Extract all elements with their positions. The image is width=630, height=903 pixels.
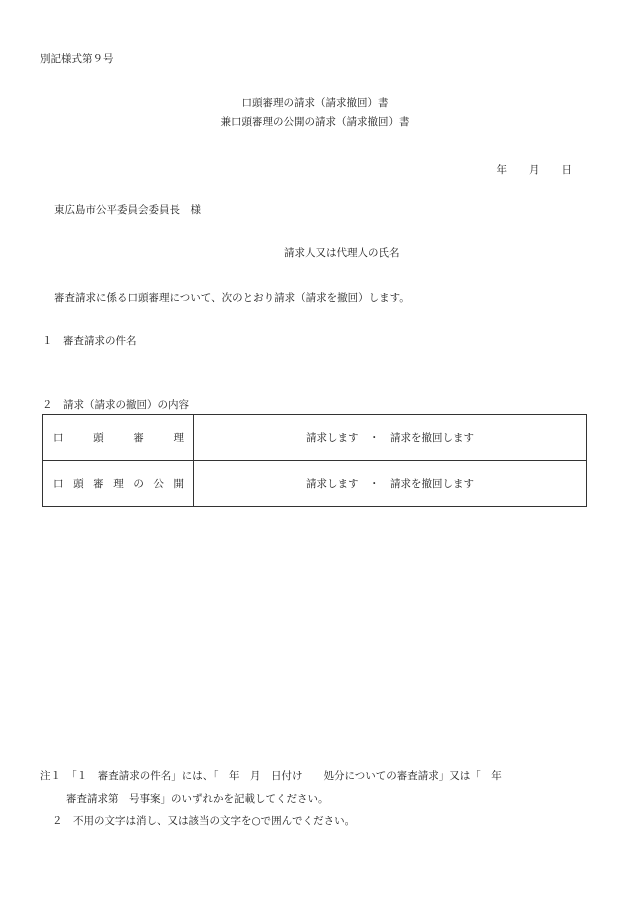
section-1-heading: １ 審査請求の件名 <box>42 335 137 347</box>
label-char: 理 <box>173 432 184 444</box>
label-char: 頭 <box>73 478 84 490</box>
title-line-1: 口頭審理の請求（請求撤回）書 <box>241 97 389 109</box>
note-2: ２ 不用の文字は消し、又は該当の文字を○で囲んでください。 <box>52 815 356 827</box>
date-month: 月 <box>529 164 540 176</box>
requester-name-label: 請求人又は代理人の氏名 <box>284 247 400 259</box>
form-number: 別記様式第９号 <box>40 53 114 65</box>
label-char: 開 <box>173 478 184 490</box>
body-text: 審査請求に係る口頭審理について、次のとおり請求（請求を撤回）します。 <box>54 292 410 304</box>
row-label-hearing-disclosure <box>43 461 194 507</box>
label-char: 理 <box>113 478 124 490</box>
label-char: 審 <box>133 432 144 444</box>
label-char: 口 <box>53 478 64 490</box>
date-day: 日 <box>561 164 572 176</box>
label-char: 審 <box>93 478 104 490</box>
note-1-line-1: 注１ 「１ 審査請求の件名」には、「 年 月 日付け 処分についての審査請求」又は「 年 <box>40 770 502 782</box>
date-field <box>475 162 573 177</box>
label-char: の <box>133 478 144 490</box>
label-char: 口 <box>53 432 64 444</box>
row-label-oral-hearing <box>43 415 194 461</box>
label-char: 頭 <box>93 432 104 444</box>
addressee: 東広島市公平委員会委員長 様 <box>54 204 201 216</box>
label-char: 公 <box>153 478 164 490</box>
request-table <box>42 414 587 507</box>
table-row <box>43 415 587 461</box>
note-1-line-2: 審査請求第 号事案」のいずれかを記載してください。 <box>66 793 329 805</box>
section-2-heading: ２ 請求（請求の撤回）の内容 <box>42 399 189 411</box>
date-year: 年 <box>496 164 507 176</box>
table-row <box>43 461 587 507</box>
row-options: 請求します ・ 請求を撤回します <box>194 461 587 507</box>
row-options: 請求します ・ 請求を撤回します <box>194 415 587 461</box>
title-line-2: 兼口頭審理の公開の請求（請求撤回）書 <box>220 116 410 128</box>
